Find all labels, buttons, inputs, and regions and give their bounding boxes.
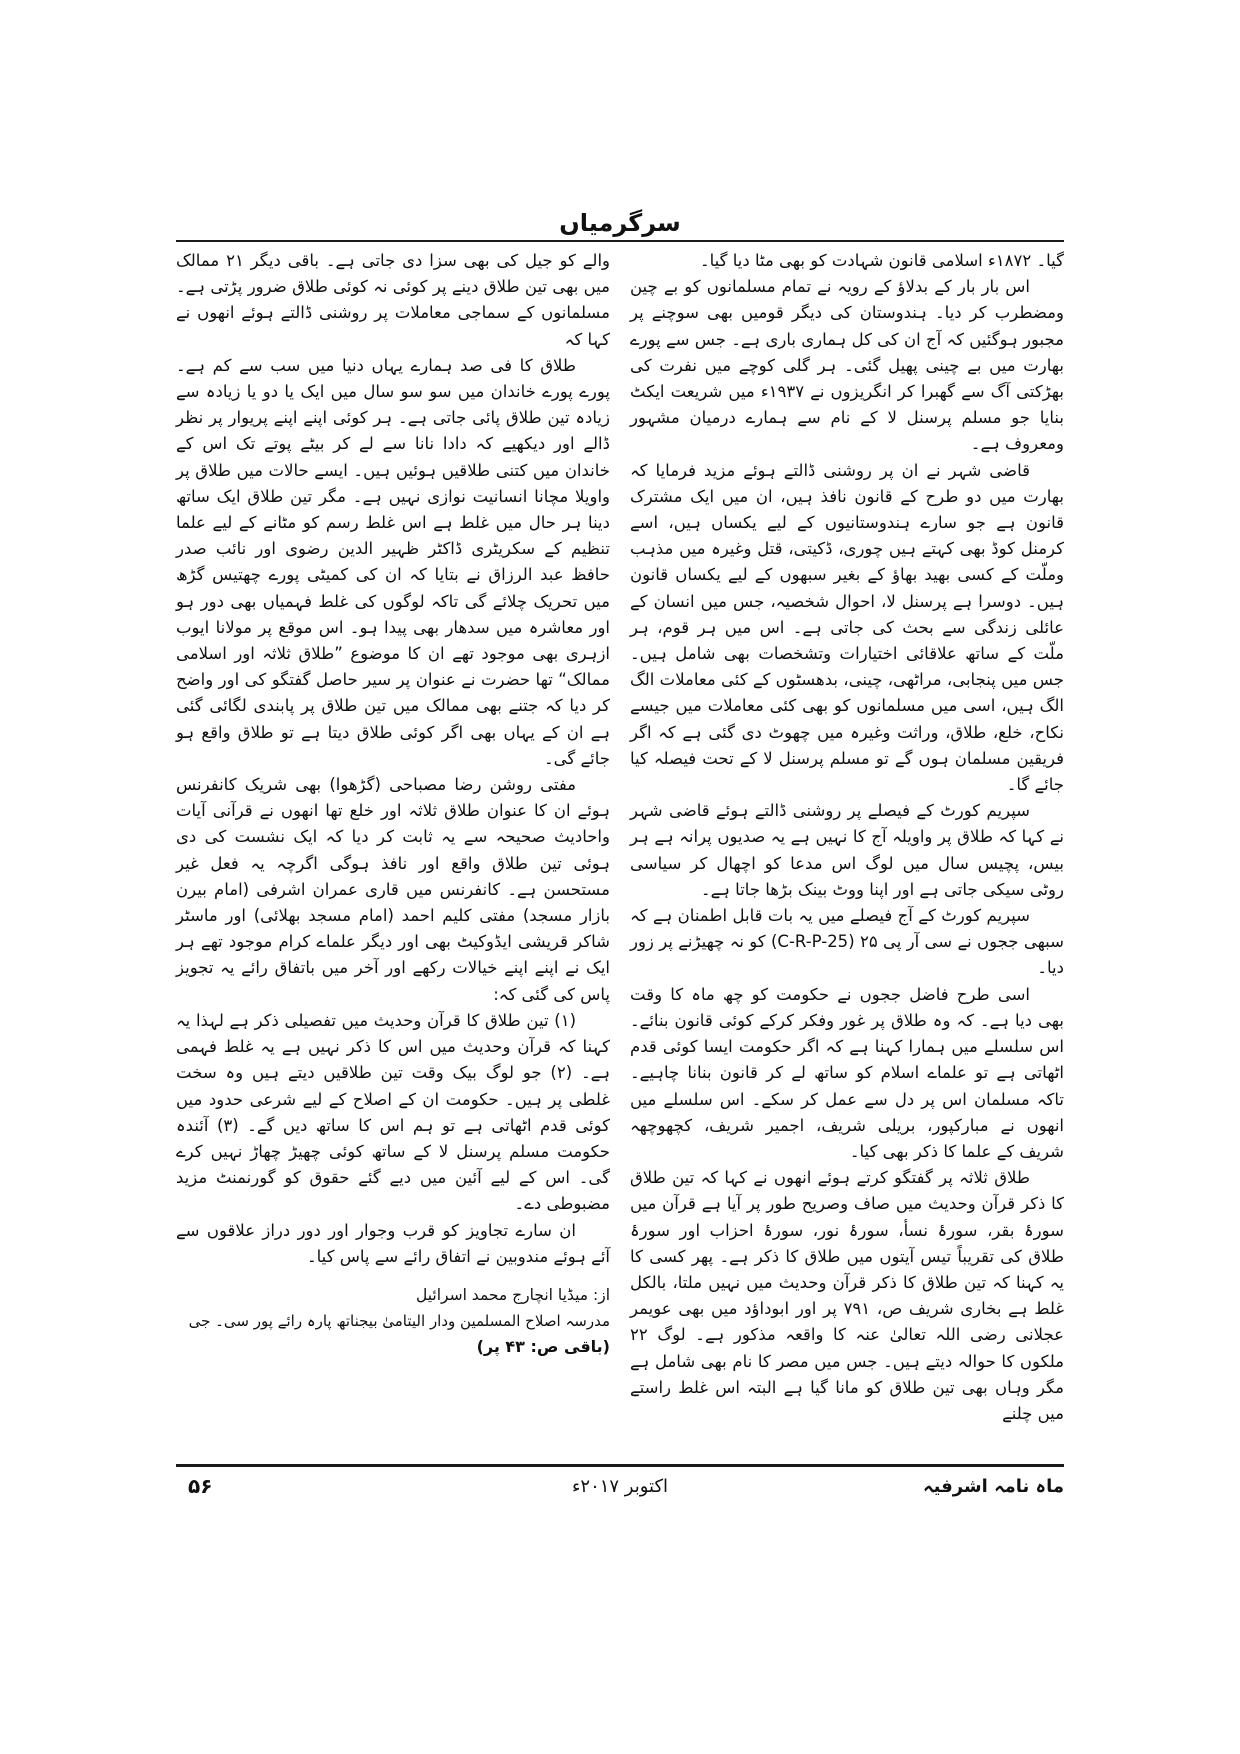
magazine-name: ماہ نامہ اشرفیہ <box>923 1476 1064 1497</box>
section-title: سرگرمیاں <box>559 209 681 237</box>
resolution-paragraph: (۱) تین طلاق کا قرآن وحدیث میں تفصیلی ذکر ہے لہذا یہ کہنا کہ قرآن وحدیث میں اس کا ذکر نہیں ہے یہ غلط فہمی ہے۔ (۲) جو لوگ بیک وقت تین طلاقیں دیتے ہیں وہ سخت غلطی پر ہیں۔ حکومت ان کے اصلاح کے لیے شرعی حدود میں کوئی قدم اٹھاتی ہے تو ہم اس کا ساتھ دیں گے۔ (۳) آئندہ حکومت مسلم پرسنل لا کے ساتھ کوئی چھیڑ چھاڑ نہیں کرے گی۔ اس کے لیے آئین میں دیے گئے حقوق کو گورنمنٹ مزید مضبوطی دے۔ <box>176 1010 611 1214</box>
footer-rule <box>176 1464 1064 1467</box>
paragraph: والے کو جیل کی بھی سزا دی جاتی ہے۔ باقی دیگر ۲۱ ممالک میں بھی تین طلاق دینے پر کوئی نہ کوئی طلاق ضرور پڑتی ہے۔ مسلمانوں کے سماجی معاملات پر روشنی ڈالتے ہوئے انھوں نے کہا کہ <box>176 251 610 349</box>
paragraph: طلاق ثلاثہ پر گفتگو کرتے ہوئے انھوں نے کہا کہ تین طلاق کا ذکر قرآن وحدیث میں صاف وصریح طور پر آیا ہے قرآن میں سورۂ بقر، سورۂ نسأ، سورۂ نور، سورۂ احزاب اور سورۂ طلاق کی تقریباً تیس آیتوں میں طلاق کا ذکر ہے۔ پھر کسی کا یہ کہنا کہ تین طلاق کا ذکر قرآن وحدیث میں نہیں ملتا، بالکل غلط ہے بخاری شریف ص، ۷۹۱ پر اور ابوداؤد میں بھی عویمر عجلانی رضی اللہ تعالیٰ عنہ کا واقعہ مذکور ہے۔ لوگ ۲۲ ملکوں کا حوالہ دیتے ہیں۔ جس میں مصر کا نام بھی شامل ہے مگر وہاں بھی تین طلاق کو مانا گیا ہے البتہ اس غلط راستے میں چلنے <box>630 1168 1064 1423</box>
continued-on-page: (باقی ص: ۴۳ پر) <box>476 1337 610 1357</box>
paragraph: سپریم کورٹ کے فیصلے پر روشنی ڈالتے ہوئے قاضی شہر نے کہا کہ طلاق پر واویلہ آج کا نہیں ہے یہ صدیوں پرانہ ہے ہر بیس، پچیس سال میں لوگ اس مدعا کو اچھال کر سیاسی روٹی سیکی جاتی ہے اور اپنا ووٹ بینک بڑھا جاتا ہے۔ <box>630 801 1064 899</box>
author-institution: مدرسہ اصلاح المسلمین ودار الیتامیٰ بیجناتھ پارہ رائے پور سی۔ جی <box>188 1312 610 1331</box>
paragraph: طلاق کا فی صد ہمارے یہاں دنیا میں سب سے کم ہے۔ پورے پورے خاندان میں سو سو سال میں ایک یا دو یا زیادہ سے زیادہ تین طلاق پائی جاتی ہے۔ ہر کوئی اپنے اپنے پریوار پر نظر ڈالے اور دیکھیے کہ دادا نانا سے لے کر بیٹے پوتے تک اس کے خاندان میں کتنی طلاقیں ہوئیں ہیں۔ ایسے حالات میں طلاق پر واویلا مچانا انسانیت نوازی نہیں ہے۔ مگر تین طلاق ایک ساتھ دینا ہر حال میں غلط ہے اس غلط رسم کو مٹانے کے لیے علما تنظیم کے سکریٹری ڈاکٹر ظہیر الدین رضوی اور نائب صدر حافظ عبد الرزاق نے بتایا کہ ان کی کمیٹی پورے چھتیس گڑھ میں تحریک چلائے گی تاکہ لوگوں کی غلط فہمیاں بھی دور ہو اور معاشرہ میں سدھار بھی پیدا ہو۔ اس موقع پر مولانا ایوب ازہری بھی موجود تھے ان کا موضوع ”طلاق ثلاثہ اور اسلامی ممالک“ تھا حضرت نے عنوان پر سیر حاصل گفتگو کی اور واضح کر دیا کہ جتنے بھی ممالک میں تین طلاق پر پابندی لگائی گئی ہے ان کے یہاں بھی اگر کوئی طلاق دیتا ہے تو طلاق واقع ہو جائے گی۔ <box>176 355 610 768</box>
magazine-page <box>176 0 1064 1754</box>
paragraph: قاضی شہر نے ان پر روشنی ڈالتے ہوئے مزید فرمایا کہ بھارت میں دو طرح کے قانون نافذ ہیں، ان میں ایک مشترک قانون ہے جو سارے ہندوستانیوں کے لیے یکساں ہیں، اسے کرمنل کوڈ بھی کہتے ہیں چوری، ڈکیتی، قتل وغیرہ میں مذہب وملّت کے کسی بھید بھاؤ کے بغیر سبھوں کے لیے یکساں قانون ہیں۔ دوسرا ہے پرسنل لا، احوال شخصیہ، جس میں انسان کے عائلی زندگی سے بحث کی جاتی ہے۔ اس میں ہر قوم، ہر ملّت کے ساتھ علاقائی اختیارات وتشخصات بھی شامل ہیں۔ جس میں پنجابی، مراٹھی، چینی، بدھسٹوں کے کئی معاملات الگ الگ ہیں، اسی میں مسلمانوں کو بھی کئی معاملات میں جیسے نکاح، خلع، طلاق، وراثت وغیرہ میں چھوٹ دی گئی ہے کہ اگر فریقین مسلمان ہوں گے تو مسلم پرسنل لا کے تحت فیصلہ کیا جائے گا۔ <box>630 460 1064 795</box>
paragraph: ان سارے تجاویز کو قرب وجوار اور دور دراز علاقوں سے آئے ہوئے مندوبین نے اتفاق رائے سے پاس کیا۔ <box>176 1220 610 1266</box>
paragraph: مفتی روشن رضا مصباحی (گڑھوا) بھی شریک کانفرنس ہوئے ان کا عنوان طلاق ثلاثہ اور خلع تھا انھوں نے قرآنی آیات واحادیث صحیحہ سے یہ ثابت کر دیا کہ ایک نشست کی دی ہوئی تین طلاق واقع اور نافذ ہوگی اگرچہ یہ فعل غیر مستحسن ہے۔ کانفرنس میں قاری عمران اشرفی (امام بیرن بازار مسجد) مفتی کلیم احمد (امام مسجد بھلائی) اور ماسٹر شاکر قریشی ایڈوکیٹ بھی اور دیگر علماے کرام موجود تھے ہر ایک نے اپنے اپنے خیالات رکھے اور آخر میں باتفاق رائے یہ تجویز پاس کی گئی کہ: <box>176 775 610 1004</box>
right-column <box>630 248 1064 1460</box>
page-number: ۵۶ <box>188 1474 213 1498</box>
paragraph: اس بار بار کے بدلاؤ کے رویہ نے تمام مسلمانوں کو بے چین ومضطرب کر دیا۔ ہندوستان کی دیگر قومیں بھی سوچنے پر مجبور ہوگئیں کہ آج ان کی کل ہماری باری ہے۔ جس سے پورے بھارت میں بے چینی پھیل گئی۔ ہر گلی کوچے میں نفرت کی بھڑکتی آگ سے گھبرا کر انگریزوں نے ۱۹۳۷ء میں شریعت ایکٹ بنایا جو مسلم پرسنل لا کے نام سے ہمارے درمیان مشہور ومعروف ہے۔ <box>630 277 1064 454</box>
author-credit: از: میڈیا انچارج محمد اسرائیل <box>416 1285 610 1304</box>
header-rule <box>176 240 1064 242</box>
paragraph: گیا۔ ۱۸۷۲ء اسلامی قانون شہادت کو بھی مٹا دیا گیا۔ <box>699 251 1064 270</box>
paragraph: اسی طرح فاضل ججوں نے حکومت کو چھ ماہ کا وقت بھی دیا ہے۔ کہ وہ طلاق پر غور وفکر کرکے کوئی قانون بنائے۔ اس سلسلے میں ہمارا کہنا ہے کہ اگر حکومت ایسا کوئی قدم اٹھاتی ہے تو علماے اسلام کو ساتھ لے کر قانون بنانا چاہیے۔ تاکہ مسلمان اس پر دل سے عمل کر سکے۔ اس سلسلے میں انھوں نے مبارکپور، بریلی شریف، اجمیر شریف، کچھوچھہ شریف کے علما کا ذکر بھی کیا۔ <box>630 984 1064 1161</box>
page-footer <box>176 1474 1064 1508</box>
issue-date: اکتوبر ۲۰۱۷ء <box>571 1476 669 1497</box>
left-column <box>176 248 610 1460</box>
paragraph: سپریم کورٹ کے آج فیصلے میں یہ بات قابل اطمنان ہے کہ سبھی ججوں نے سی آر پی ۲۵ (C-R-P-25) کو نہ چھیڑنے پر زور دیا۔ <box>630 906 1064 978</box>
article-body <box>176 248 1064 1460</box>
